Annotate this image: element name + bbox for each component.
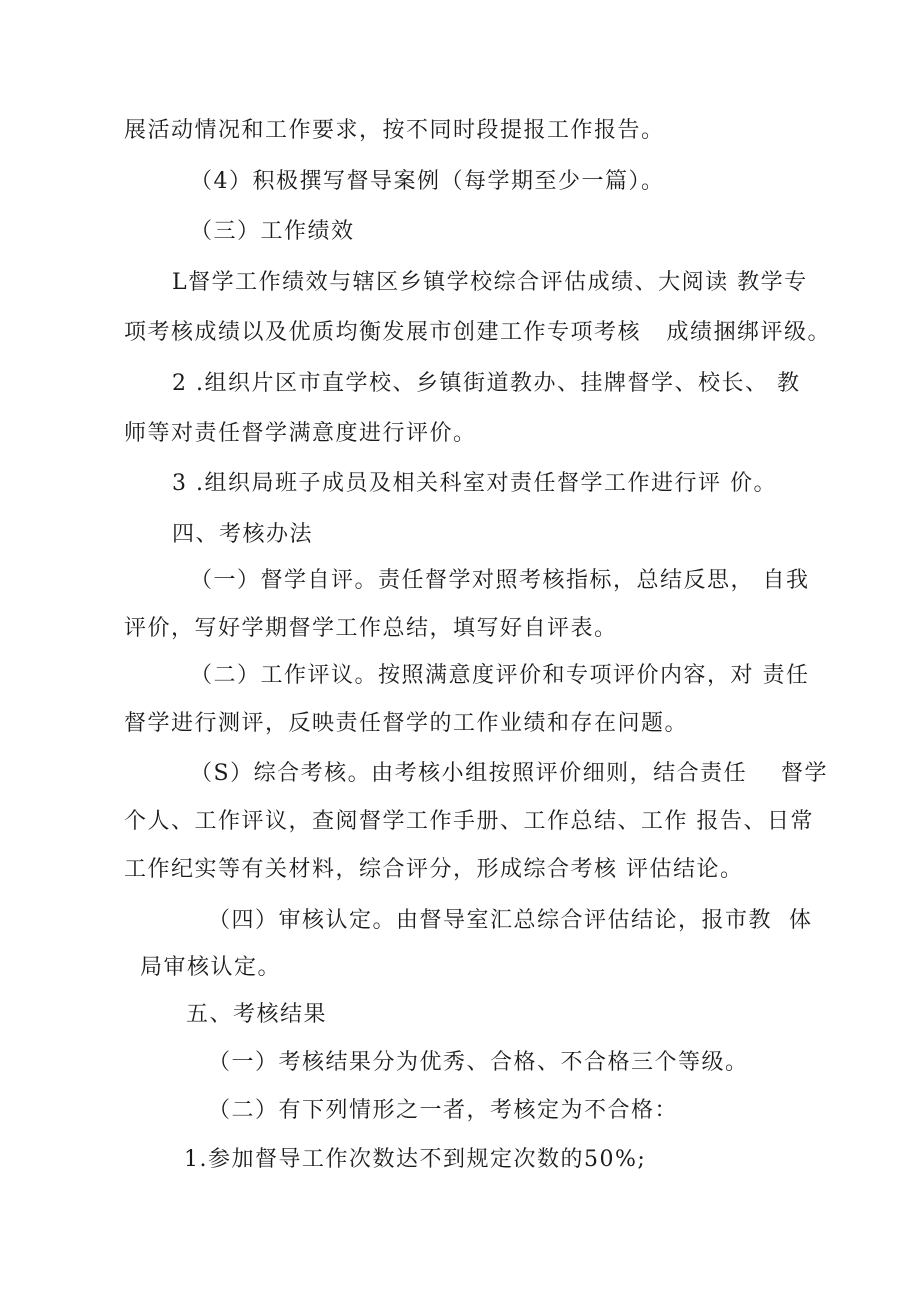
paragraph-line: 局审核认定。 [140, 955, 282, 980]
paragraph-line: L督学工作绩效与辖区乡镇学校综合评估成绩、大阅读 教学专 [172, 270, 808, 295]
paragraph-line: 3 .组织局班子成员及相关科室对责任督学工作进行评 价。 [172, 471, 777, 496]
paragraph-line: 1.参加督导工作次数达不到规定次数的50%; [184, 1147, 647, 1172]
paragraph-line: （二）工作评议。按照满意度评价和专项评价内容，对 责任 [190, 663, 810, 688]
paragraph-line: （4）积极撰写督导案例（每学期至少一篇）。 [190, 169, 665, 194]
paragraph-line: 项考核成绩以及优质均衡发展市创建工作专项考核 成绩捆绑评级。 [124, 320, 831, 345]
paragraph-line: （二）有下列情形之一者，考核定为不合格： [208, 1098, 679, 1123]
paragraph-line: （一）考核结果分为优秀、合格、不合格三个等级。 [208, 1050, 749, 1075]
paragraph-line: （S）综合考核。由考核小组按照评价细则，结合责任 督学 [190, 761, 829, 786]
paragraph-line: 评价，写好学期督学工作总结，填写好自评表。 [124, 616, 618, 641]
section-heading: 四、考核办法 [172, 522, 314, 547]
paragraph-line: （一）督学自评。责任督学对照考核指标，总结反思， 自我 [190, 568, 810, 593]
paragraph-line: 个人、工作评议，查阅督学工作手册、工作总结、工作 报告、日常 [124, 809, 814, 834]
section-heading: 五、考核结果 [186, 1002, 328, 1027]
paragraph-line: （四）审核认定。由督导室汇总综合评估结论，报市教 体 [208, 908, 813, 933]
paragraph-line: 工作纪实等有关材料，综合评分，形成综合考核 评估结论。 [124, 857, 744, 882]
paragraph-line: 督学进行测评，反映责任督学的工作业绩和存在问题。 [124, 711, 689, 736]
section-heading: （三）工作绩效 [190, 219, 355, 244]
paragraph-line: 师等对责任督学满意度进行评价。 [124, 421, 477, 446]
paragraph-line: 展活动情况和工作要求，按不同时段提报工作报告。 [124, 118, 665, 143]
paragraph-line: 2 .组织片区市直学校、乡镇街道教办、挂牌督学、校长、 教 [172, 371, 801, 396]
